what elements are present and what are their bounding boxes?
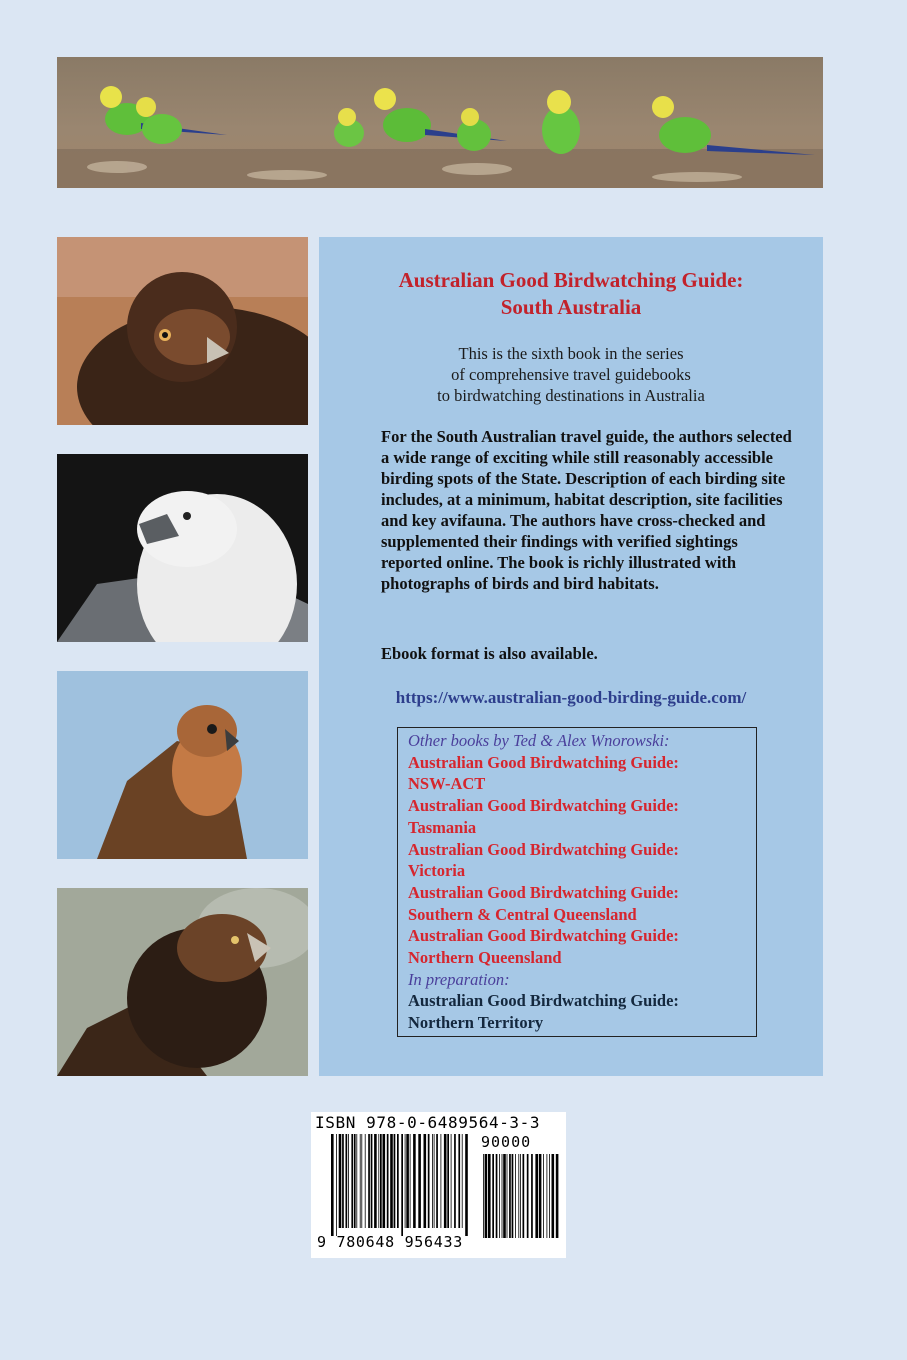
barcode-bar	[547, 1154, 548, 1238]
book-list-item	[408, 795, 746, 838]
intro-line-1: This is the sixth book in the series	[458, 344, 684, 363]
book-list-item	[408, 752, 746, 795]
barcode-bar	[360, 1134, 361, 1228]
book-description: For the South Australian travel guide, the authors selected a wide range of exciting while still reasonably accessible birding spots of the State. Description of each birding site includes, at a minimum, habitat description, site facilities and key avifauna. The authors have cross-checked and supplemented their findings with verified sightings reported online. The book is richly illustrated with photographs of birds and bird habitats.	[381, 427, 792, 593]
barcode-bar	[380, 1134, 382, 1228]
brown-falcon-photo	[57, 671, 308, 859]
barcode-bar	[413, 1134, 416, 1228]
barcode-bar	[485, 1154, 488, 1238]
barcode-bar	[465, 1134, 468, 1236]
barcode-bar	[374, 1134, 377, 1228]
barcode-bar	[496, 1154, 498, 1238]
book-region-nsw-act: NSW-ACT	[408, 774, 486, 794]
barcode-bar	[499, 1154, 500, 1238]
barcode-bar	[336, 1134, 337, 1236]
barcode-bar	[527, 1154, 529, 1238]
barcode-bar	[432, 1134, 433, 1228]
budgerigar-banner-photo	[57, 57, 823, 188]
barcode-bar	[378, 1134, 379, 1228]
barcode-bar	[552, 1154, 555, 1238]
barcode-bar	[406, 1134, 409, 1228]
book-list-item	[408, 882, 746, 925]
barcode-bar	[371, 1134, 373, 1228]
description-panel	[319, 237, 823, 1076]
barcode-bar	[515, 1154, 516, 1238]
barcode-bar	[556, 1154, 559, 1238]
website-link[interactable]: https://www.australian-good-birding-guide.com/	[395, 688, 747, 707]
other-books-box	[397, 727, 757, 1037]
barcode-bar	[331, 1134, 334, 1236]
barcode-bar	[418, 1134, 421, 1228]
title-line-2: South Australia	[500, 295, 642, 319]
barcode-bar	[365, 1134, 366, 1228]
barcode-bar	[539, 1154, 542, 1238]
barcode-bar	[518, 1154, 519, 1238]
barcode-bar	[348, 1134, 349, 1228]
eagle-profile-photo	[57, 888, 308, 1076]
barcode-bar	[523, 1154, 525, 1238]
series-intro	[319, 343, 823, 406]
white-bellied-sea-eagle-photo	[57, 454, 308, 642]
title-line-1: Australian Good Birdwatching Guide:	[398, 268, 744, 292]
barcode-bar	[444, 1134, 447, 1228]
barcode-bar	[509, 1154, 511, 1238]
book-region-northern-qld: Northern Queensland	[408, 948, 562, 968]
barcode-bar	[342, 1134, 344, 1228]
book-series-line: Australian Good Birdwatching Guide:	[408, 926, 679, 946]
barcode-bar	[502, 1154, 503, 1238]
book-list-item	[408, 839, 746, 882]
other-books-heading: Other books by Ted & Alex Wnorowski:	[408, 731, 670, 750]
barcode-bar	[483, 1154, 484, 1238]
isbn-barcode	[311, 1112, 566, 1258]
book-region-northern-territory: Northern Territory	[408, 1013, 544, 1033]
ean-barcode-bars	[331, 1134, 469, 1236]
barcode-bar	[492, 1154, 494, 1238]
barcode-bar	[454, 1134, 456, 1228]
barcode-bar	[503, 1154, 506, 1238]
barcode-bar	[387, 1134, 389, 1228]
addon-barcode-bars	[483, 1154, 561, 1246]
barcode-bar	[339, 1134, 342, 1228]
book-region-tasmania: Tasmania	[408, 817, 477, 837]
barcode-bar	[543, 1154, 544, 1238]
barcode-bar	[428, 1134, 430, 1228]
barcode-bar	[447, 1134, 449, 1228]
price-addon-digits: 90000	[481, 1133, 532, 1151]
barcode-bar	[507, 1154, 508, 1238]
upcoming-book	[408, 990, 746, 1033]
book-series-line: Australian Good Birdwatching Guide:	[408, 839, 679, 859]
barcode-bar	[394, 1134, 396, 1228]
barcode-bar	[535, 1154, 538, 1238]
barcode-bar	[520, 1154, 521, 1238]
book-list-item	[408, 925, 746, 968]
barcode-bar	[549, 1154, 550, 1238]
ebook-note: Ebook format is also available.	[381, 644, 598, 663]
barcode-bar	[356, 1134, 357, 1228]
barcode-bar	[383, 1134, 386, 1228]
intro-line-2: of comprehensive travel guidebooks	[451, 365, 691, 384]
intro-line-3: to birdwatching destinations in Australia	[437, 386, 705, 405]
barcode-bar	[401, 1134, 403, 1236]
barcode-bar	[512, 1154, 514, 1238]
isbn-label: ISBN 978-0-6489564-3-3	[315, 1113, 541, 1132]
barcode-bar	[397, 1134, 399, 1228]
ean-digits: 9 780648 956433	[317, 1233, 463, 1251]
barcode-bar	[351, 1134, 353, 1228]
barcode-bar	[488, 1154, 491, 1238]
barcode-bar	[390, 1134, 393, 1228]
barcode-bar	[434, 1134, 435, 1228]
book-title	[319, 267, 823, 321]
book-region-southern-central-qld: Southern & Central Queensland	[408, 904, 637, 924]
book-region-victoria: Victoria	[408, 861, 466, 881]
barcode-bar	[354, 1134, 356, 1228]
wedge-tailed-eagle-photo	[57, 237, 308, 425]
book-series-line: Australian Good Birdwatching Guide:	[408, 882, 679, 902]
book-series-line: Australian Good Birdwatching Guide:	[408, 752, 679, 772]
barcode-bar	[451, 1134, 452, 1228]
barcode-bar	[458, 1134, 460, 1228]
barcode-bar	[424, 1134, 427, 1228]
barcode-bar	[410, 1134, 411, 1228]
book-series-line: Australian Good Birdwatching Guide:	[408, 991, 679, 1011]
book-series-line: Australian Good Birdwatching Guide:	[408, 796, 679, 816]
barcode-bar	[368, 1134, 370, 1228]
barcode-bar	[531, 1154, 533, 1238]
barcode-bar	[346, 1134, 348, 1228]
barcode-bar	[441, 1134, 442, 1228]
barcode-bar	[462, 1134, 463, 1228]
barcode-bar	[361, 1134, 362, 1228]
barcode-bar	[405, 1134, 406, 1228]
barcode-bar	[436, 1134, 438, 1228]
in-preparation-heading: In preparation:	[408, 969, 510, 989]
